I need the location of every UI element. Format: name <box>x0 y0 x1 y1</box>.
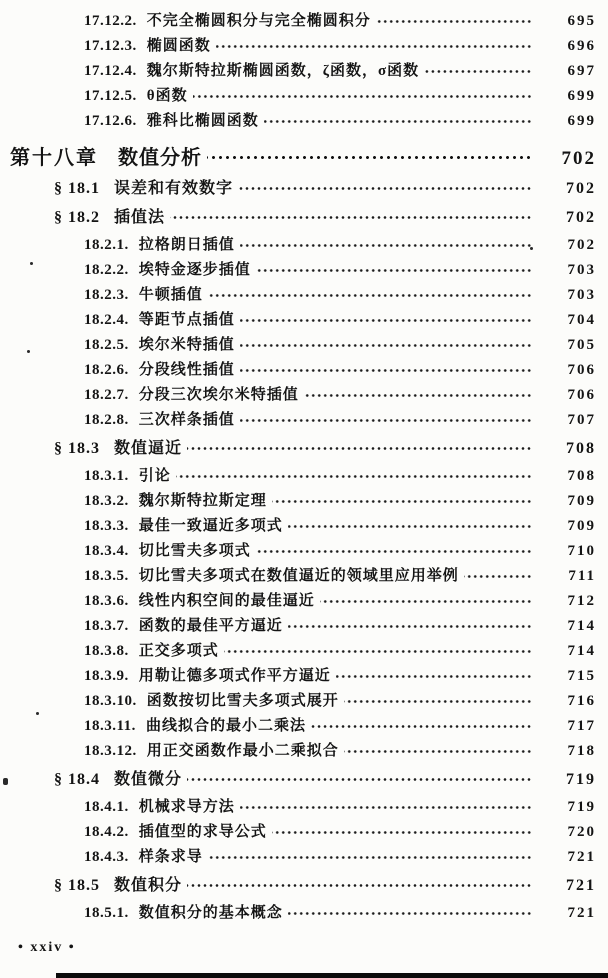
toc-entry-title: 最佳一致逼近多项式 <box>138 518 283 534</box>
toc-entry-number: 18.2.8. <box>84 412 129 428</box>
toc-entry-number: 17.12.5. <box>84 88 137 104</box>
toc-entry-page: 717 <box>567 718 596 734</box>
dot-leader <box>272 498 532 505</box>
toc-entry-number: 18.3.6. <box>84 593 129 609</box>
dot-leader <box>272 829 532 836</box>
dot-leader <box>240 242 532 249</box>
toc-entry-title: 牛顿插值 <box>138 287 203 303</box>
toc-entry-number: 18.2.2. <box>84 262 129 278</box>
toc-entry-number: 18.3.11. <box>84 718 136 734</box>
toc-list <box>0 9 608 926</box>
toc-entry <box>0 141 608 173</box>
dot-leader <box>256 267 532 274</box>
toc-entry-title: 误差和有效数字 <box>114 180 234 197</box>
toc-entry-number: § 18.2 <box>54 209 100 226</box>
dot-leader <box>288 623 532 630</box>
toc-entry-title: 样条求导 <box>138 849 203 865</box>
toc-entry-title: 数值积分的基本概念 <box>138 905 283 921</box>
toc-entry-page: 695 <box>567 13 596 29</box>
toc-entry-number: 18.2.1. <box>84 237 129 253</box>
toc-entry <box>0 204 608 231</box>
toc-entry-number: 18.3.7. <box>84 618 129 634</box>
toc-entry-page: 721 <box>567 849 596 865</box>
toc-entry-title: 引论 <box>138 468 171 484</box>
toc-entry <box>0 539 608 564</box>
toc-entry <box>0 408 608 433</box>
toc-entry-page: 706 <box>567 387 596 403</box>
dot-leader <box>240 417 532 424</box>
toc-entry-page: 705 <box>567 337 596 353</box>
scan-speck <box>36 712 39 715</box>
scan-speck <box>30 262 33 265</box>
dot-leader <box>288 910 532 917</box>
toc-entry-page: 699 <box>567 88 596 104</box>
dot-leader <box>208 854 532 861</box>
toc-entry-number: 第十八章 <box>10 147 98 169</box>
toc-entry-page: 696 <box>567 38 596 54</box>
toc-entry-page: 721 <box>566 877 596 894</box>
toc-entry-number: 18.2.3. <box>84 287 129 303</box>
toc-entry <box>0 766 608 793</box>
toc-entry-number: § 18.1 <box>54 180 100 197</box>
toc-entry <box>0 739 608 764</box>
dot-leader <box>240 367 532 374</box>
toc-entry-number: § 18.5 <box>54 877 100 894</box>
toc-entry <box>0 233 608 258</box>
toc-entry-title: 线性内积空间的最佳逼近 <box>138 593 315 609</box>
dot-leader <box>264 118 532 125</box>
dot-leader <box>208 292 532 299</box>
dot-leader <box>336 673 532 680</box>
toc-entry-title: 魏尔斯特拉斯定理 <box>138 493 267 509</box>
toc-entry-page: 702 <box>561 148 596 169</box>
toc-entry <box>0 689 608 714</box>
toc-entry-title: 三次样条插值 <box>138 412 235 428</box>
dot-leader <box>224 648 532 655</box>
toc-entry-page: 710 <box>567 543 596 559</box>
toc-entry-title: 函数的最佳平方逼近 <box>138 618 283 634</box>
toc-entry-number: 18.3.5. <box>84 568 129 584</box>
dot-leader <box>240 317 532 324</box>
toc-entry-title: 分段三次埃尔米特插值 <box>138 387 299 403</box>
toc-entry-page: 708 <box>566 440 596 457</box>
toc-entry-page: 718 <box>567 743 596 759</box>
toc-entry-title: 插值法 <box>114 209 166 226</box>
toc-entry-number: 17.12.6. <box>84 113 137 129</box>
toc-entry-number: 18.3.10. <box>84 693 137 709</box>
toc-entry <box>0 34 608 59</box>
toc-entry-page: 714 <box>567 618 596 634</box>
toc-entry-number: 18.3.9. <box>84 668 129 684</box>
toc-entry-page: 719 <box>566 771 596 788</box>
toc-entry <box>0 383 608 408</box>
scan-speck <box>530 247 533 250</box>
toc-entry-title: 用正交函数作最小二乘拟合 <box>146 743 339 759</box>
toc-entry <box>0 308 608 333</box>
toc-entry <box>0 109 608 134</box>
toc-entry-page: 702 <box>566 209 596 226</box>
toc-entry-number: 18.3.8. <box>84 643 129 659</box>
toc-entry-title: 数值分析 <box>118 147 202 169</box>
toc-entry-page: 702 <box>566 180 596 197</box>
toc-entry-title: 拉格朗日插值 <box>138 237 235 253</box>
dot-leader <box>376 18 532 25</box>
dot-leader <box>288 523 532 530</box>
toc-entry-page: 714 <box>567 643 596 659</box>
toc-entry-number: § 18.4 <box>54 771 100 788</box>
toc-entry <box>0 175 608 202</box>
toc-entry-page: 697 <box>567 63 596 79</box>
toc-entry <box>0 589 608 614</box>
toc-entry-number: 18.4.1. <box>84 799 129 815</box>
toc-entry-page: 703 <box>567 287 596 303</box>
toc-entry <box>0 9 608 34</box>
toc-entry-title: 数值微分 <box>114 771 183 788</box>
toc-entry-title: 埃特金逐步插值 <box>138 262 251 278</box>
scan-speck <box>3 778 8 785</box>
toc-entry <box>0 614 608 639</box>
dot-leader <box>187 445 532 452</box>
toc-entry-page: 706 <box>567 362 596 378</box>
toc-entry-page: 702 <box>567 237 596 253</box>
toc-entry-title: θ函数 <box>146 88 188 104</box>
toc-entry-number: 17.12.2. <box>84 13 137 29</box>
dot-leader <box>424 68 532 75</box>
toc-entry-title: 函数按切比雪夫多项式展开 <box>146 693 339 709</box>
toc-entry <box>0 872 608 899</box>
toc-entry-page: 699 <box>567 113 596 129</box>
toc-entry <box>0 358 608 383</box>
scan-artifact-bar <box>56 973 608 978</box>
toc-entry-title: 数值积分 <box>114 877 183 894</box>
toc-entry-page: 721 <box>567 905 596 921</box>
toc-entry-page: 709 <box>567 493 596 509</box>
dot-leader <box>170 214 532 221</box>
toc-entry-page: 703 <box>567 262 596 278</box>
dot-leader <box>344 748 532 755</box>
toc-entry <box>0 664 608 689</box>
dot-leader <box>193 93 532 100</box>
dot-leader <box>256 548 532 555</box>
toc-entry <box>0 901 608 926</box>
toc-entry-page: 716 <box>567 693 596 709</box>
toc-entry <box>0 795 608 820</box>
toc-entry <box>0 464 608 489</box>
toc-entry-page: 709 <box>567 518 596 534</box>
toc-entry <box>0 639 608 664</box>
toc-entry <box>0 283 608 308</box>
toc-entry-number: 18.2.7. <box>84 387 129 403</box>
toc-entry-page: 719 <box>567 799 596 815</box>
toc-entry <box>0 820 608 845</box>
toc-entry-number: 17.12.4. <box>84 63 137 79</box>
toc-entry-title: 切比雪夫多项式 <box>138 543 251 559</box>
toc-entry-number: 17.12.3. <box>84 38 137 54</box>
dot-leader <box>238 185 532 192</box>
toc-entry-number: 18.2.6. <box>84 362 129 378</box>
toc-entry-title: 埃尔米特插值 <box>138 337 235 353</box>
dot-leader <box>311 723 532 730</box>
dot-leader <box>240 804 532 811</box>
dot-leader <box>176 473 532 480</box>
toc-entry-number: 18.3.4. <box>84 543 129 559</box>
dot-leader <box>216 43 532 50</box>
dot-leader <box>187 882 532 889</box>
toc-entry-title: 用勒让德多项式作平方逼近 <box>138 668 331 684</box>
toc-entry-number: 18.4.2. <box>84 824 129 840</box>
toc-entry-page: 715 <box>567 668 596 684</box>
dot-leader <box>187 776 532 783</box>
toc-entry-title: 魏尔斯特拉斯椭圆函数，ζ函数，σ函数 <box>146 63 420 79</box>
toc-entry-title: 不完全椭圆积分与完全椭圆积分 <box>146 13 371 29</box>
toc-entry-title: 切比雪夫多项式在数值逼近的领域里应用举例 <box>138 568 459 584</box>
toc-entry-title: 曲线拟合的最小二乘法 <box>145 718 306 734</box>
scan-speck <box>27 350 30 353</box>
toc-entry-title: 数值逼近 <box>114 440 183 457</box>
toc-entry-title: 雅科比椭圆函数 <box>146 113 259 129</box>
toc-entry-title: 分段线性插值 <box>138 362 235 378</box>
toc-entry-title: 机械求导方法 <box>138 799 235 815</box>
toc-entry-page: 707 <box>567 412 596 428</box>
dot-leader <box>344 698 532 705</box>
toc-entry <box>0 514 608 539</box>
toc-entry <box>0 845 608 870</box>
toc-entry-page: 712 <box>567 593 596 609</box>
toc-entry <box>0 258 608 283</box>
toc-entry-number: 18.3.1. <box>84 468 129 484</box>
toc-entry-page: 708 <box>567 468 596 484</box>
toc-entry-page: 711 <box>568 568 596 584</box>
dot-leader <box>304 392 532 399</box>
toc-entry-title: 正交多项式 <box>138 643 219 659</box>
toc-entry <box>0 489 608 514</box>
dot-leader <box>240 342 532 349</box>
toc-entry-number: 18.3.3. <box>84 518 129 534</box>
toc-entry-number: 18.4.3. <box>84 849 129 865</box>
toc-entry-title: 等距节点插值 <box>138 312 235 328</box>
toc-entry <box>0 714 608 739</box>
toc-entry-title: 椭圆函数 <box>146 38 211 54</box>
toc-entry <box>0 333 608 358</box>
toc-entry-title: 插值型的求导公式 <box>138 824 267 840</box>
dot-leader <box>464 573 532 580</box>
dot-leader <box>207 154 532 161</box>
toc-entry-number: 18.2.4. <box>84 312 129 328</box>
toc-entry-page: 720 <box>567 824 596 840</box>
toc-entry-number: 18.3.12. <box>84 743 137 759</box>
page-footer-roman-numeral: • xxiv • <box>18 940 76 955</box>
toc-entry <box>0 564 608 589</box>
toc-entry <box>0 84 608 109</box>
dot-leader <box>320 598 532 605</box>
toc-entry-number: 18.3.2. <box>84 493 129 509</box>
toc-entry-number: 18.2.5. <box>84 337 129 353</box>
toc-entry-number: § 18.3 <box>54 440 100 457</box>
toc-entry-page: 704 <box>567 312 596 328</box>
toc-entry <box>0 435 608 462</box>
toc-entry-number: 18.5.1. <box>84 905 129 921</box>
toc-entry <box>0 59 608 84</box>
